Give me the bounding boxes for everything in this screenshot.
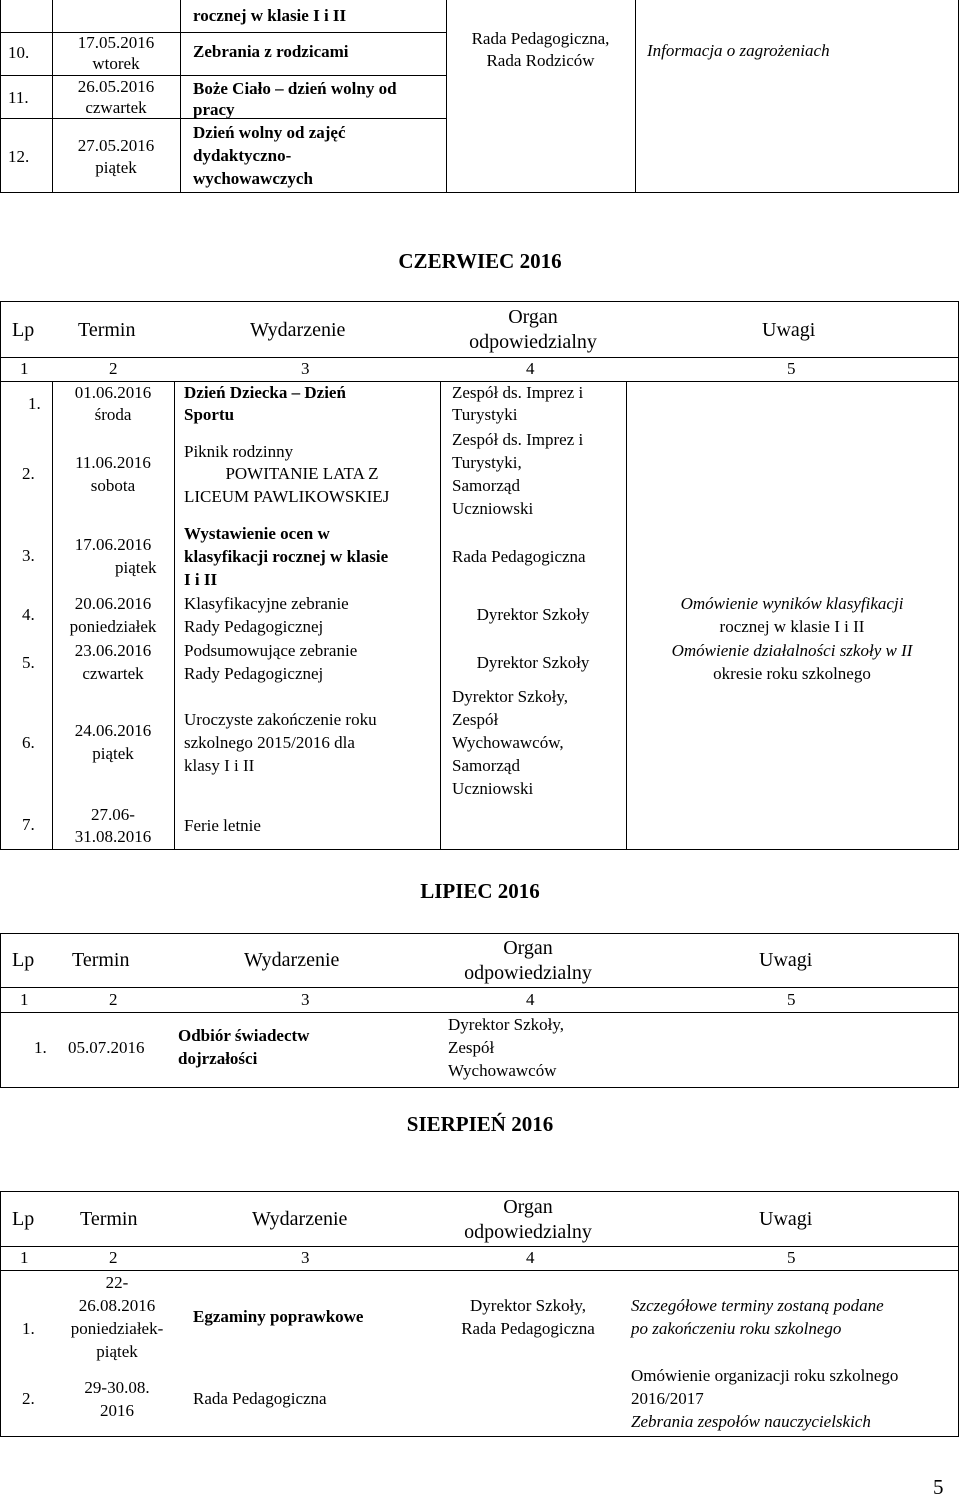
col-num: 3 <box>301 359 310 378</box>
header-organ: Organ <box>503 1196 553 1218</box>
lp: 2. <box>22 1389 35 1408</box>
event: Ferie letnie <box>184 816 261 835</box>
col-num: 5 <box>787 359 796 378</box>
header-organ-2: odpowiedzialny <box>469 331 597 353</box>
organ: Zespół ds. Imprez i <box>452 430 584 449</box>
day: sobota <box>90 476 136 495</box>
section-title-lipiec: LIPIEC 2016 <box>420 879 540 903</box>
date: 11.06.2016 <box>75 453 151 472</box>
section-title-czerwiec: CZERWIEC 2016 <box>398 249 562 273</box>
event: Podsumowujące zebranie <box>184 641 358 660</box>
event: dojrzałości <box>178 1049 258 1068</box>
col-num: 1 <box>20 359 29 378</box>
organ: Dyrektor Szkoły, <box>470 1296 586 1315</box>
header-organ-2: odpowiedzialny <box>464 1221 592 1243</box>
day: wtorek <box>92 54 140 73</box>
event: Dzień wolny od zajęć <box>193 123 346 142</box>
uwagi: Szczegółowe terminy zostaną podane <box>631 1296 884 1315</box>
organ: Uczniowski <box>452 779 534 798</box>
date: 01.06.2016 <box>74 383 152 402</box>
date: 2016 <box>100 1401 134 1420</box>
event: Klasyfikacyjne zebranie <box>184 594 349 613</box>
event: klasyfikacji rocznej w klasie <box>184 547 389 566</box>
date: 27.05.2016 <box>77 136 155 155</box>
col-num: 4 <box>526 1248 535 1267</box>
day: piątek <box>95 158 137 177</box>
event: Boże Ciało – dzień wolny od <box>193 79 397 98</box>
organ: Samorząd <box>452 756 520 775</box>
day: poniedziałek <box>69 617 157 636</box>
organ: Turystyki <box>452 405 518 424</box>
lp: 10. <box>8 43 30 62</box>
organ: Dyrektor Szkoły <box>476 653 590 672</box>
organ: Wychowawców <box>448 1061 557 1080</box>
top-cont-text: rocznej w klasie I i II <box>193 6 347 25</box>
organ: Uczniowski <box>452 499 534 518</box>
day: piątek <box>96 1342 138 1361</box>
header-uwagi: Uwagi <box>762 319 816 341</box>
col-num: 5 <box>787 1248 796 1267</box>
organ: Dyrektor Szkoły, <box>452 687 568 706</box>
event: Rady Pedagogicznej <box>184 617 324 636</box>
date: 29-30.08. <box>84 1378 150 1397</box>
event: POWITANIE LATA Z <box>225 464 379 483</box>
lp: 2. <box>22 464 35 483</box>
uwagi: Omówienie działalności szkoły w II <box>671 641 913 660</box>
lp: 7. <box>22 815 35 834</box>
uwagi: po zakończeniu roku szkolnego <box>631 1319 842 1338</box>
day: czwartek <box>85 98 147 117</box>
date: 23.06.2016 <box>74 641 152 660</box>
uwagi: Zebrania zespołów nauczycielskich <box>631 1412 871 1431</box>
organ: Samorząd <box>452 476 520 495</box>
event: klasy I i II <box>184 756 255 775</box>
uwagi: Informacja o zagrożeniach <box>647 41 830 60</box>
col-num: 1 <box>20 990 29 1009</box>
lp: 1. <box>22 1319 35 1338</box>
event: wychowawczych <box>193 169 313 188</box>
section-title-sierpien: SIERPIEŃ 2016 <box>406 1112 554 1136</box>
lp: 12. <box>8 147 30 166</box>
header-organ-2: odpowiedzialny <box>464 962 592 984</box>
date: 26.05.2016 <box>77 77 155 96</box>
event: szkolnego 2015/2016 dla <box>184 733 355 752</box>
organ: Turystyki, <box>452 453 522 472</box>
date: 31.08.2016 <box>74 827 152 846</box>
day: czwartek <box>82 664 144 683</box>
event: LICEUM PAWLIKOWSKIEJ <box>184 487 390 506</box>
col-num: 2 <box>109 359 118 378</box>
day: piątek <box>92 744 134 763</box>
header-wydarzenie: Wydarzenie <box>252 1208 348 1230</box>
col-num: 4 <box>526 359 535 378</box>
event: Wystawienie ocen w <box>184 524 330 543</box>
day: piątek <box>115 558 157 577</box>
lp: 6. <box>22 733 35 752</box>
organ: Rada Rodziców <box>486 51 595 70</box>
col-num: 2 <box>109 1248 118 1267</box>
uwagi: rocznej w klasie I i II <box>719 617 865 636</box>
page-number: 5 <box>933 1475 944 1499</box>
header-uwagi: Uwagi <box>759 949 813 971</box>
uwagi: Omówienie wyników klasyfikacji <box>680 594 904 613</box>
header-wydarzenie: Wydarzenie <box>250 319 346 341</box>
header-termin: Termin <box>72 949 130 971</box>
header-organ: Organ <box>503 937 553 959</box>
day: środa <box>94 405 132 424</box>
organ: Zespół <box>448 1038 495 1057</box>
lp: 4. <box>22 605 35 624</box>
organ: Rada Pedagogiczna <box>461 1319 595 1338</box>
organ: Wychowawców, <box>452 733 564 752</box>
col-num: 5 <box>787 990 796 1009</box>
col-num: 1 <box>20 1248 29 1267</box>
col-num: 3 <box>301 990 310 1009</box>
header-lp: Lp <box>12 949 35 971</box>
date: 17.06.2016 <box>74 535 152 554</box>
date: 17.05.2016 <box>77 33 155 52</box>
date: 27.06- <box>91 805 135 824</box>
header-uwagi: Uwagi <box>759 1208 813 1230</box>
lp: 5. <box>22 653 35 672</box>
organ: Zespół ds. Imprez i <box>452 383 584 402</box>
organ: Dyrektor Szkoły, <box>448 1015 564 1034</box>
organ: Dyrektor Szkoły <box>476 605 590 624</box>
organ: Rada Pedagogiczna, <box>471 29 610 48</box>
event: Zebrania z rodzicami <box>193 42 349 61</box>
date: 26.08.2016 <box>78 1296 156 1315</box>
event: Odbiór świadectw <box>178 1026 310 1045</box>
uwagi: Omówienie organizacji roku szkolnego <box>631 1366 899 1385</box>
header-organ: Organ <box>508 306 558 328</box>
date: 22- <box>105 1273 129 1292</box>
date: 20.06.2016 <box>74 594 152 613</box>
lp: 11. <box>8 88 29 107</box>
col-num: 2 <box>109 990 118 1009</box>
date: 24.06.2016 <box>74 721 152 740</box>
day: poniedziałek- <box>70 1319 164 1338</box>
event: Dzień Dziecka – Dzień <box>184 383 346 402</box>
uwagi: okresie roku szkolnego <box>713 664 871 683</box>
organ: Zespół <box>452 710 499 729</box>
event: Sportu <box>184 405 235 424</box>
lp: 1. <box>34 1038 47 1057</box>
event: Rada Pedagogiczna <box>193 1389 327 1408</box>
lp: 3. <box>22 546 35 565</box>
event: Rady Pedagogicznej <box>184 664 324 683</box>
event: pracy <box>193 100 235 119</box>
header-wydarzenie: Wydarzenie <box>244 949 340 971</box>
event: I i II <box>184 570 218 589</box>
event: Piknik rodzinny <box>184 442 294 461</box>
header-termin: Termin <box>78 319 136 341</box>
col-num: 4 <box>526 990 535 1009</box>
event: dydaktyczno- <box>193 146 292 165</box>
event: Uroczyste zakończenie roku <box>184 710 377 729</box>
header-termin: Termin <box>80 1208 138 1230</box>
date: 05.07.2016 <box>68 1038 145 1057</box>
header-lp: Lp <box>12 1208 35 1230</box>
lp: 1. <box>28 394 41 413</box>
uwagi: 2016/2017 <box>631 1389 704 1408</box>
header-lp: Lp <box>12 319 35 341</box>
col-num: 3 <box>301 1248 310 1267</box>
organ: Rada Pedagogiczna <box>452 547 586 566</box>
event: Egzaminy poprawkowe <box>193 1307 364 1326</box>
